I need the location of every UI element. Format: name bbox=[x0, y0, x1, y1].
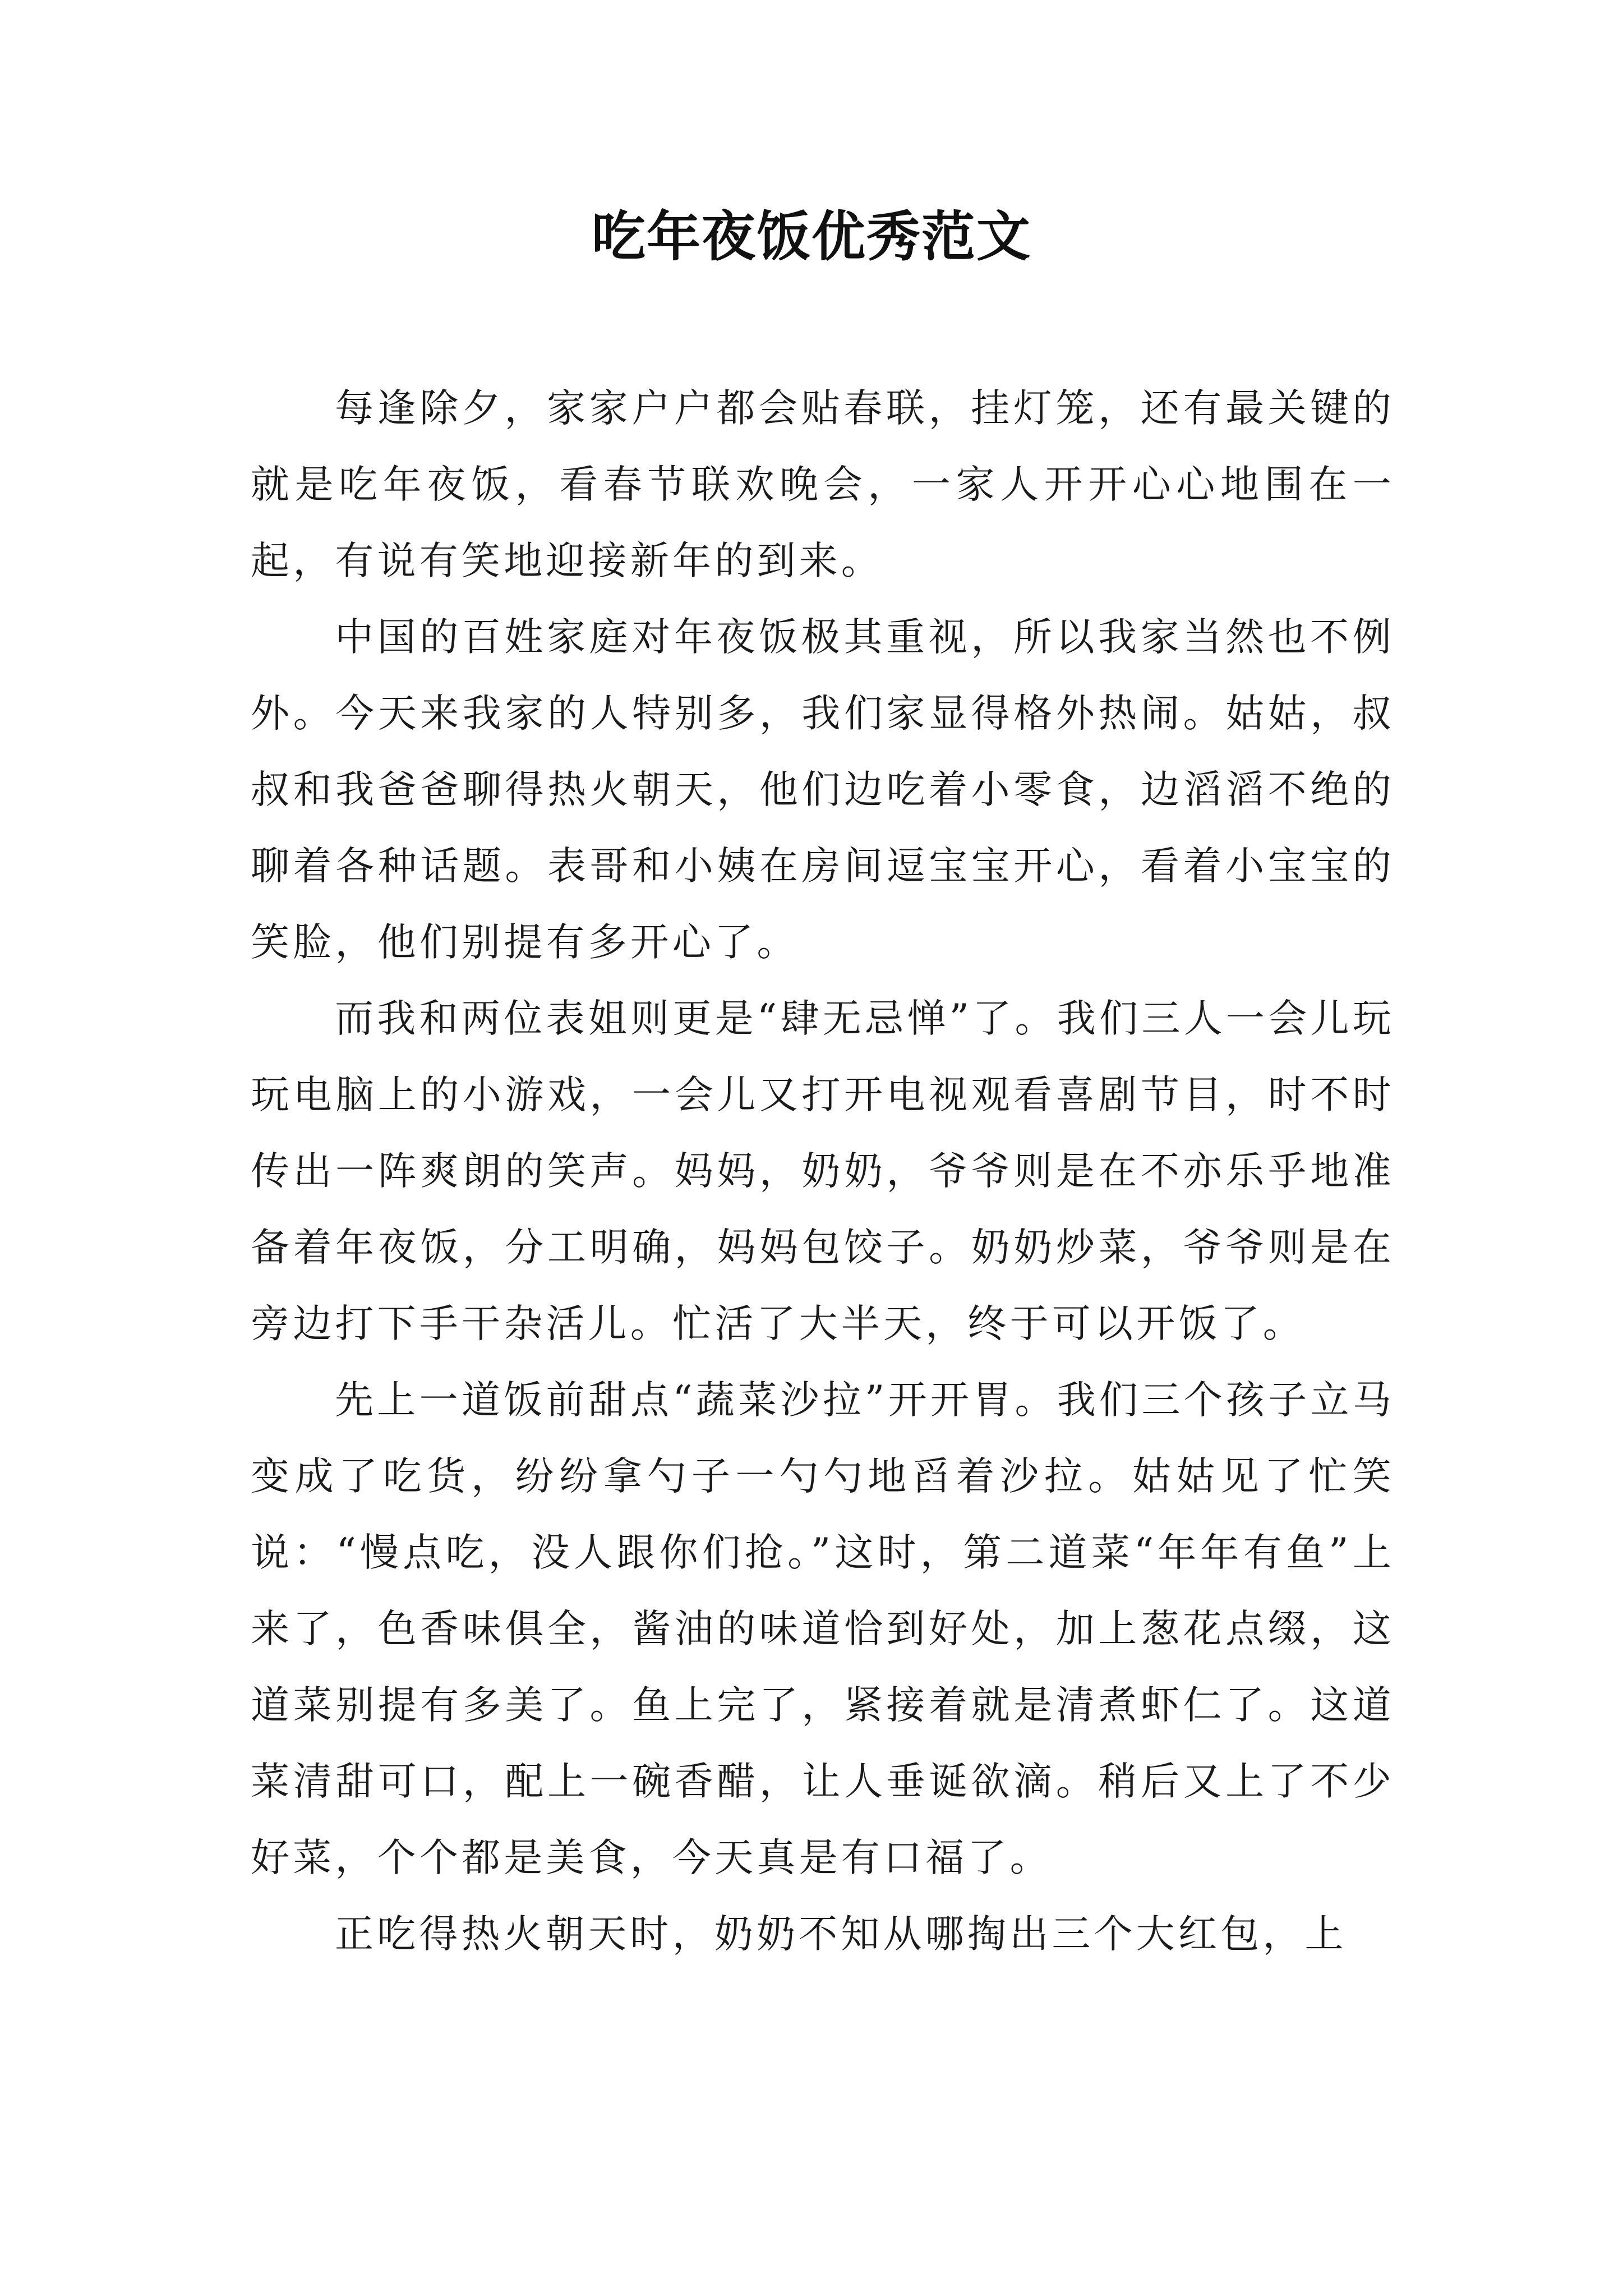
paragraph: 先上一道饭前甜点“蔬菜沙拉”开开胃。我们三个孩子立马变成了吃货，纷纷拿勺子一勺勺地舀着沙拉。姑姑见了忙笑说：“慢点吃，没人跟你们抢。”这时，第二道菜“年年有鱼”上来了，色香味俱全，酱油的味道恰到好处，加上葱花点缀，这道菜别提有多美了。鱼上完了，紧接着就是清煮虾仁了。这道菜清甜可口，配上一碗香醋，让人垂诞欲滴。稍后又上了不少好菜，个个都是美食，今天真是有口福了。 bbox=[251, 1378, 1395, 1880]
paragraph: 而我和两位表姐则更是“肆无忌惮”了。我们三人一会儿玩玩电脑上的小游戏，一会儿又打开电视观看喜剧节目，时不时传出一阵爽朗的笑声。妈妈，奶奶，爷爷则是在不亦乐乎地准备着年夜饭，分工明确，妈妈包饺子。奶奶炒菜，爷爷则是在旁边打下手干杂活儿。忙活了大半天，终于可以开饭了。 bbox=[251, 996, 1395, 1346]
paragraph: 每逢除夕，家家户户都会贴春联，挂灯笼，还有最关键的就是吃年夜饭，看春节联欢晚会，一家人开开心心地围在一起，有说有笑地迎接新年的到来。 bbox=[251, 386, 1395, 583]
document-title: 吃年夜饭优秀范文 bbox=[592, 205, 1031, 268]
paragraph: 中国的百姓家庭对年夜饭极其重视，所以我家当然也不例外。今天来我家的人特别多，我们家显得格外热闹。姑姑，叔叔和我爸爸聊得热火朝天，他们边吃着小零食，边滔滔不绝的聊着各种话题。表哥和小姨在房间逗宝宝开心，看着小宝宝的笑脸，他们别提有多开心了。 bbox=[251, 615, 1395, 965]
document-body bbox=[251, 370, 1395, 1972]
paragraph: 正吃得热火朝天时，奶奶不知从哪掏出三个大红包，上 bbox=[335, 1912, 1347, 1957]
